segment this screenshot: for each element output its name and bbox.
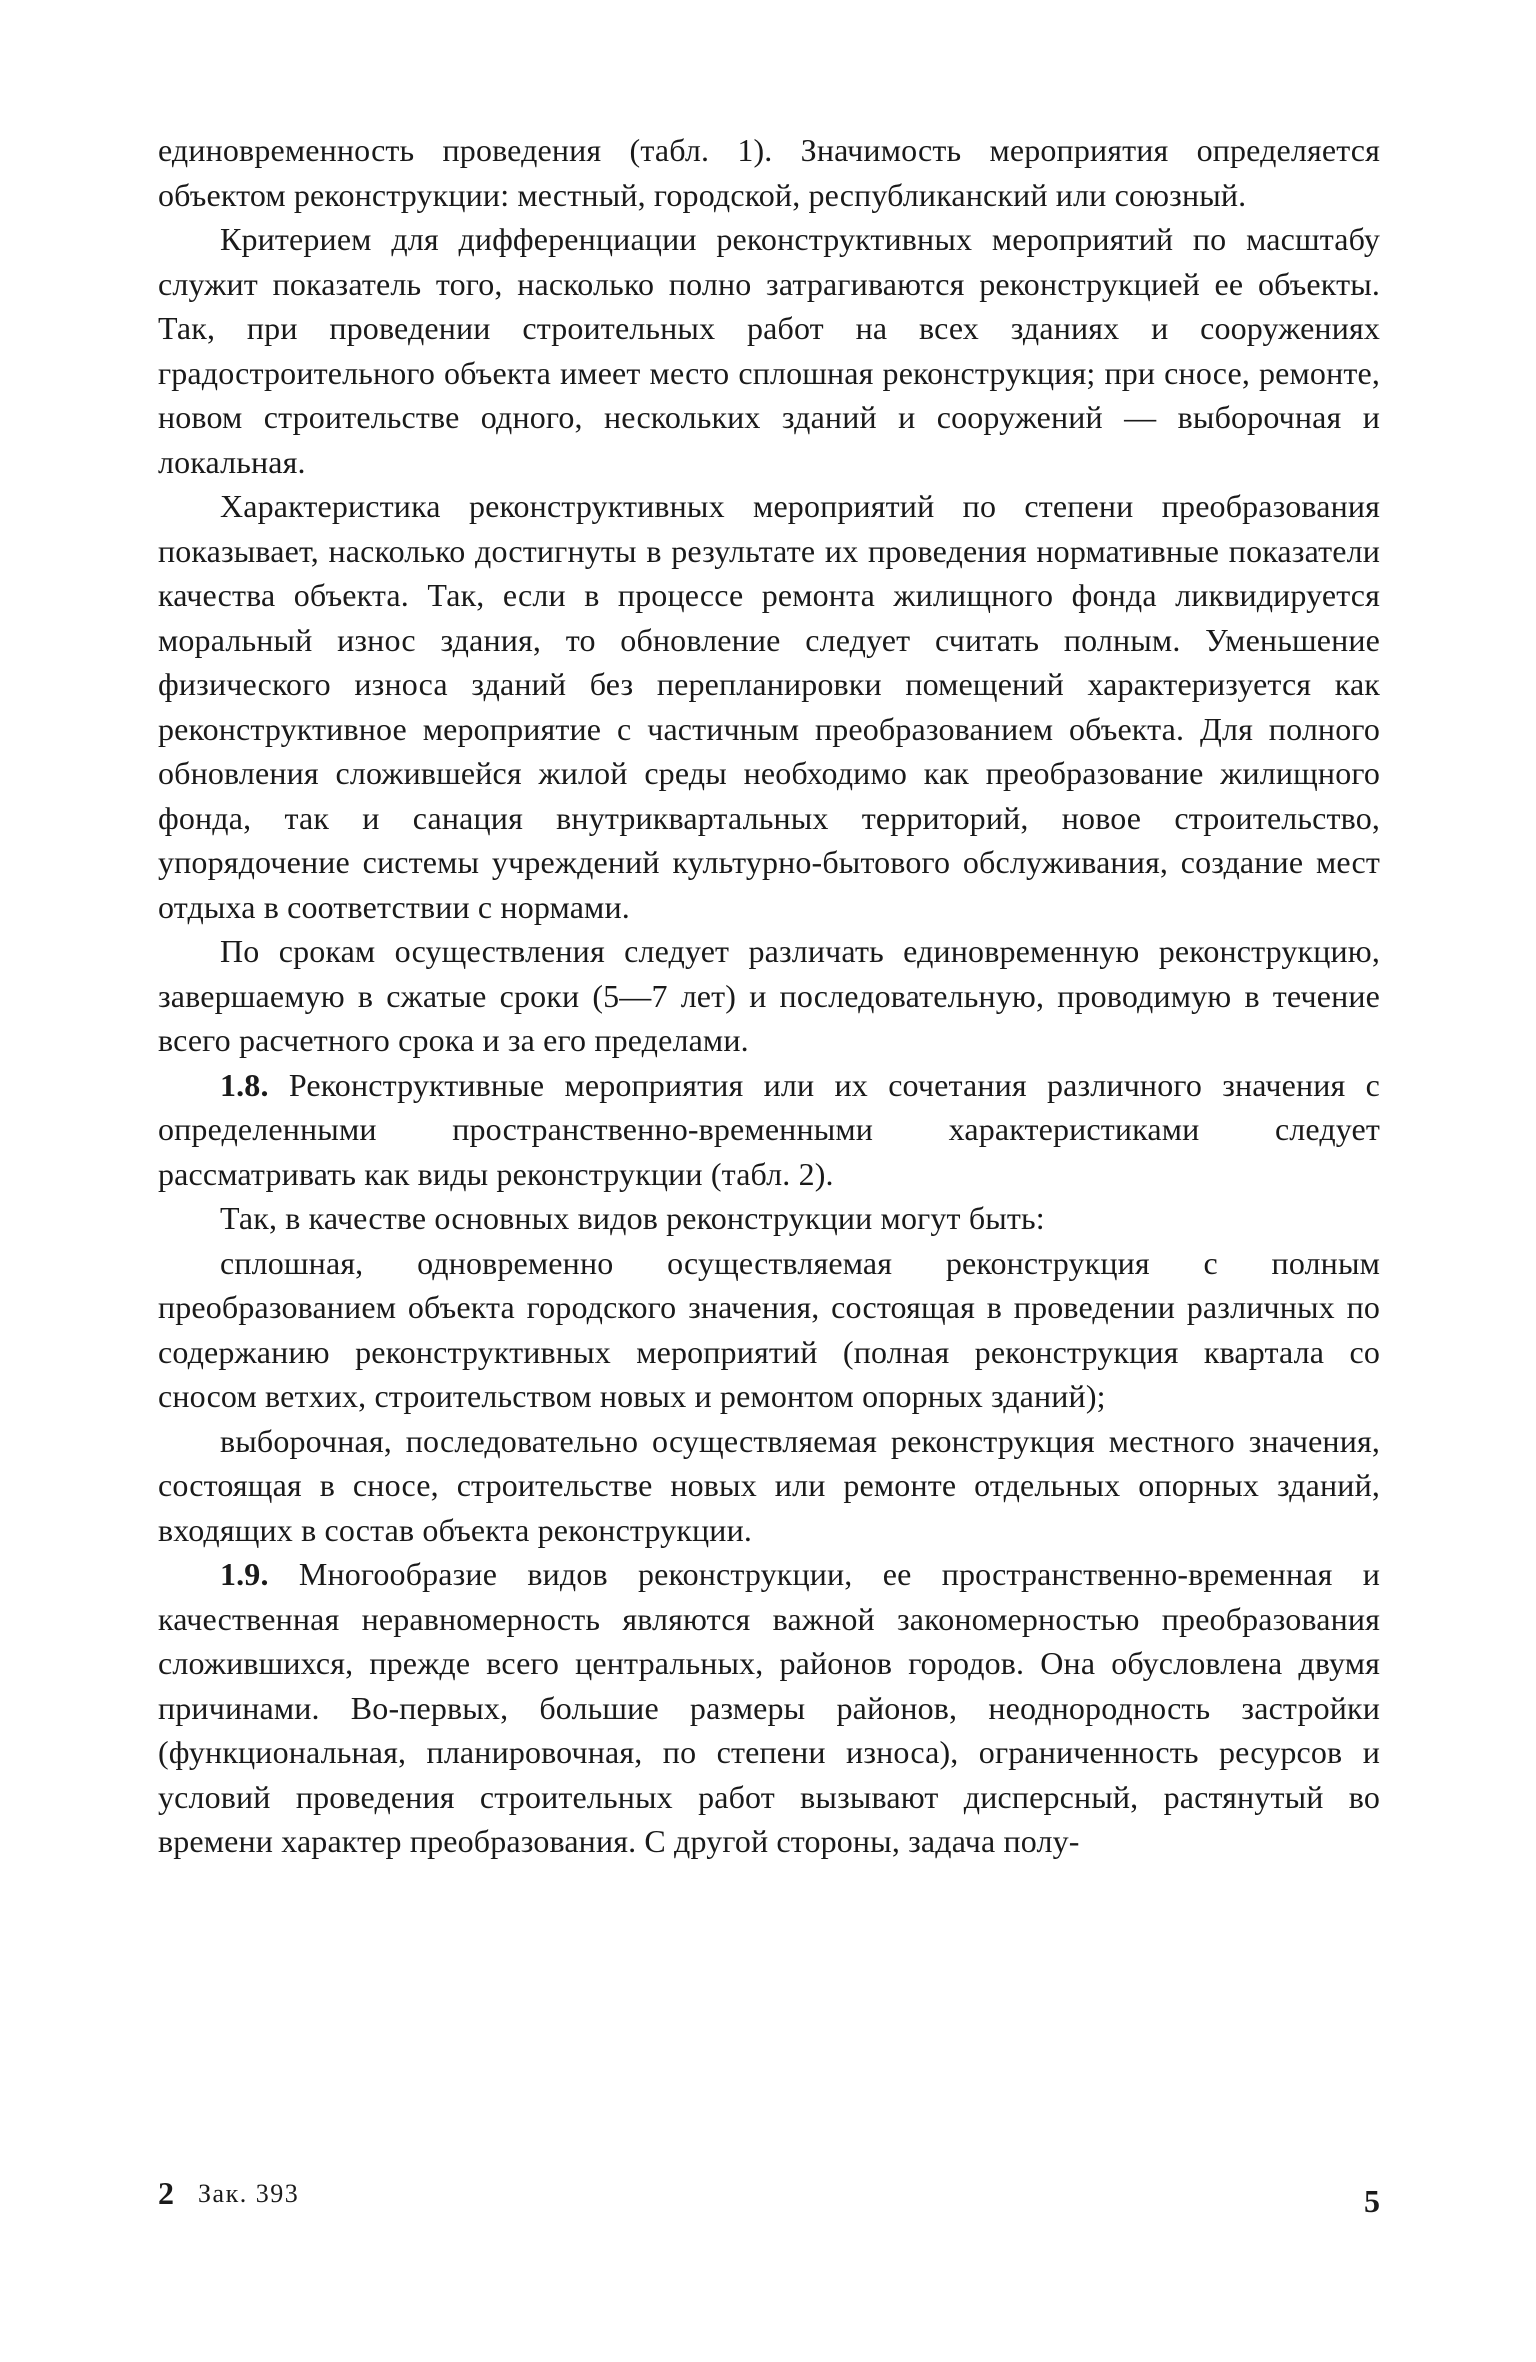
paragraph-section-1-8 — [158, 1063, 1380, 1197]
page-number: 5 — [1364, 2183, 1380, 2219]
signature-mark: 2 — [158, 2175, 174, 2211]
paragraph-section-1-9 — [158, 1552, 1380, 1864]
paragraph-transformation-degree: Характеристика реконструктивных мероприятий по степени преобразования показывает, насколько достигнуты в результате их проведения нормативные показатели качества объекта. Так, если в процессе ремонта жилищного фонда ликвидируется моральный износ здания, то обновление следует считать полным. Уменьшение физического износа зданий без перепланировки помещений характеризуется как реконструктивное мероприятие с частичным преобразованием объекта. Для полного обновления сложившейся жилой среды необходимо как преобразование жилищного фонда, так и санация внутриквартальных территорий, новое строительство, упорядочение системы учреждений культурно-бытового обслуживания, создание мест отдыха в соответствии с нормами. — [158, 488, 1380, 925]
paragraph-continuation: единовременность проведения (табл. 1). Значимость мероприятия определяется объектом реконструкции: местный, городской, республиканский или союзный. — [158, 132, 1380, 213]
paragraph-selective-type: выборочная, последовательно осуществляемая реконструкция местного значения, состоящая в сносе, строительстве новых или ремонте отдельных опорных зданий, входящих в состав объекта реконструкции. — [158, 1422, 1380, 1548]
paragraph-timing: По срокам осуществления следует различать единовременную реконструкцию, завершаемую в сжатые сроки (5—7 лет) и последовательную, проводимую в течение всего расчетного срока и за его пределами. — [158, 933, 1380, 1058]
section-number: 1.8. — [220, 1066, 269, 1103]
order-note: Зак. 393 — [198, 2179, 300, 2208]
section-number: 1.9. — [220, 1556, 269, 1592]
section-text: Реконструктивные мероприятия или их сочетания различного значения с определенными пространственно-временными характеристиками следует рассматривать как виды реконструкции (табл. 2). — [158, 1066, 1380, 1192]
paragraph-main-types-intro: Так, в качестве основных видов реконструкции могут быть: — [220, 1200, 1045, 1236]
body-text — [158, 128, 1380, 1864]
paragraph-scale-criterion: Критерием для дифференциации реконструктивных мероприятий по масштабу служит показатель того, насколько полно затрагиваются реконструкцией ее объекты. Так, при проведении строительных работ на всех зданиях и сооружениях градостроительного объекта имеет место сплошная реконструкция; при сносе, ремонте, новом строительстве одного, нескольких зданий и сооружений — выборочная и локальная. — [158, 221, 1380, 480]
page-footer — [158, 2175, 1380, 2225]
paragraph-continuous-type: сплошная, одновременно осуществляемая реконструкция с полным преобразованием объекта городского значения, состоящая в проведении различных по содержанию реконструктивных мероприятий (полная реконструкция квартала со сносом ветхих, строительством новых и ремонтом опорных зданий); — [158, 1244, 1380, 1414]
section-text: Многообразие видов реконструкции, ее пространственно-временная и качественная неравномерность являются важной закономерностью преобразования сложившихся, прежде всего центральных, районов городов. Она обусловлена двумя причинами. Во-первых, большие размеры районов, неоднородность застройки (функциональная, планировочная, по степени износа), ограниченность ресурсов и условий проведения строительных работ вызывают дисперсный, растянутый во времени характер преобразования. С другой стороны, задача полу- — [158, 1556, 1380, 1859]
